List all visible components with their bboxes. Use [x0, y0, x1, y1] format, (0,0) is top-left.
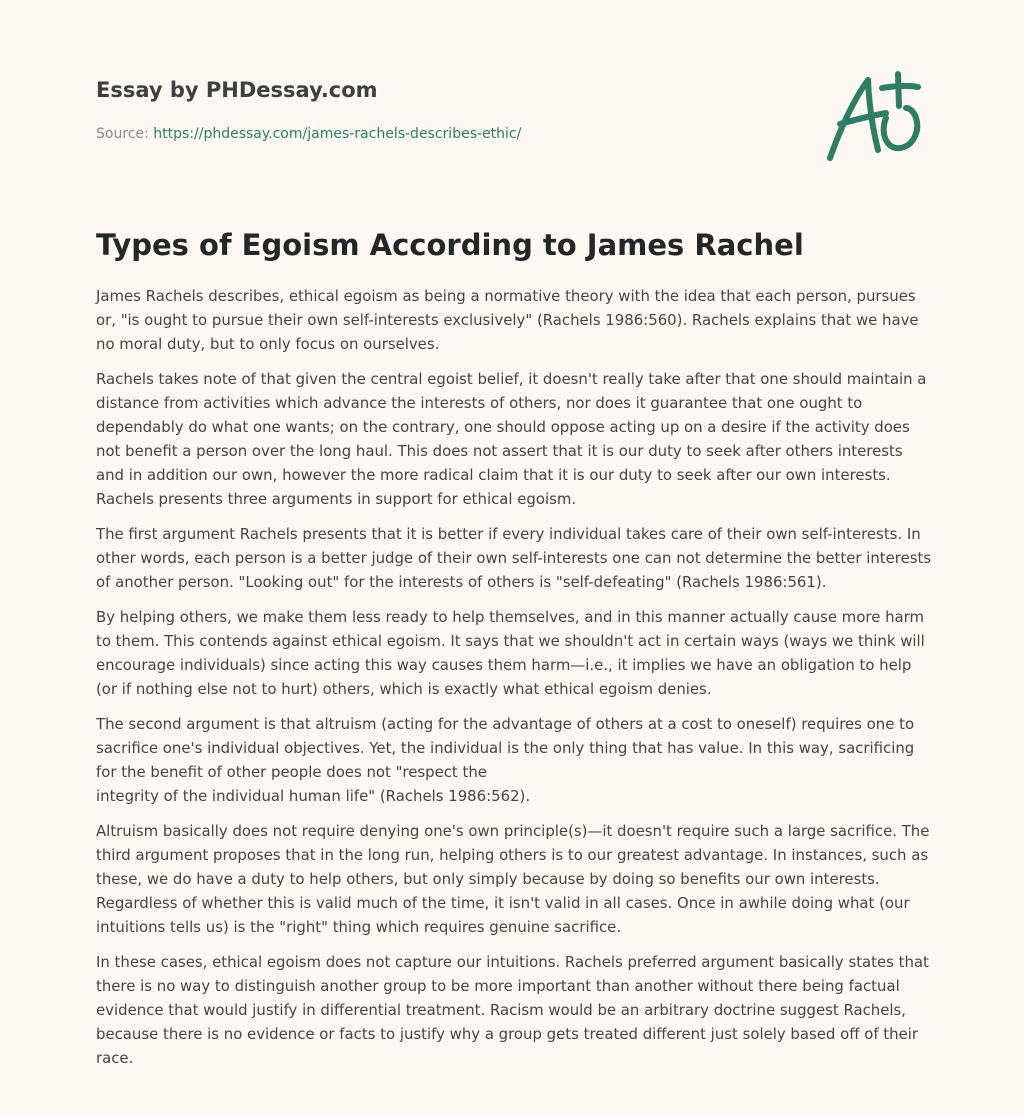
source-link[interactable]: https://phdessay.com/james-rachels-describes-ethic/: [153, 126, 522, 142]
essay-paragraph: By helping others, we make them less ready to help themselves, and in this manner actually cause more harm to them. This contends against ethical egoism. It says that we shouldn't act in certain ways (ways we think will encourage individuals) since acting this way causes them harm—i.e., it implies we have an obligation to help (or if nothing else not to hurt) others, which is exactly what ethical egoism denies.: [96, 608, 925, 698]
essay-paragraph: James Rachels describes, ethical egoism as being a normative theory with the idea that each person, pursues or, "is ought to pursue their own self-interests exclusively" (Rachels 1986:560). Rachels explains that we have no moral duty, but to only focus on ourselves.: [96, 287, 919, 353]
essay-body: [96, 284, 932, 1081]
a-plus-grade-icon: [822, 68, 926, 164]
essay-paragraph: Rachels takes note of that given the central egoist belief, it doesn't really take after that one should maintain a distance from activities which advance the interests of others, nor does it guarantee that one ought to dependably do what one wants; on the contrary, one should oppose acting up on a desire if the activity does not benefit a person over the long haul. This does not assert that it is our duty to seek after others interests and in addition our own, however the more radical claim that it is our duty to seek after our own interests. Rachels presents three arguments in support for ethical egoism.: [96, 370, 927, 508]
essay-paragraph: Altruism basically does not require denying one's own principle(s)—it doesn't require such a large sacrifice. The third argument proposes that in the long run, helping others is to our greatest advantage. In instances, such as these, we do have a duty to help others, but only simply because by doing so benefits our own interests. Regardless of whether this is valid much of the time, it isn't valid in all cases. Once in awhile doing what (our intuitions tells us) is the "right" thing which requires genuine sacrifice.: [96, 822, 930, 936]
essay-header: [96, 76, 796, 144]
essay-title: Types of Egoism According to James Rachel: [96, 228, 804, 262]
essay-paragraph: The first argument Rachels presents that it is better if every individual takes care of their own self-interests. In other words, each person is a better judge of their own self-interests one can not determine the better interests of another person. "Looking out" for the interests of others is "self-defeating" (Rachels 1986:561).: [96, 525, 932, 591]
essay-paragraph: In these cases, ethical egoism does not capture our intuitions. Rachels preferred argument basically states that there is no way to distinguish another group to be more important than another without there being factual evidence that would justify in differential treatment. Racism would be an arbitrary doctrine suggest Rachels, because there is no evidence or facts to justify why a group gets treated different just solely based off of their race.: [96, 953, 929, 1067]
brand-title: Essay by PHDessay.com: [96, 78, 378, 102]
essay-paragraph: The second argument is that altruism (acting for the advantage of others at a cost to oneself) requires one to sacrifice one's individual objectives. Yet, the individual is the only thing that has value. In this way, sacrificing for the benefit of other people does not "respect the integrity of the individual human life" (Rachels 1986:562).: [96, 715, 915, 805]
source-line: [96, 124, 796, 144]
source-label: Source:: [96, 126, 154, 142]
